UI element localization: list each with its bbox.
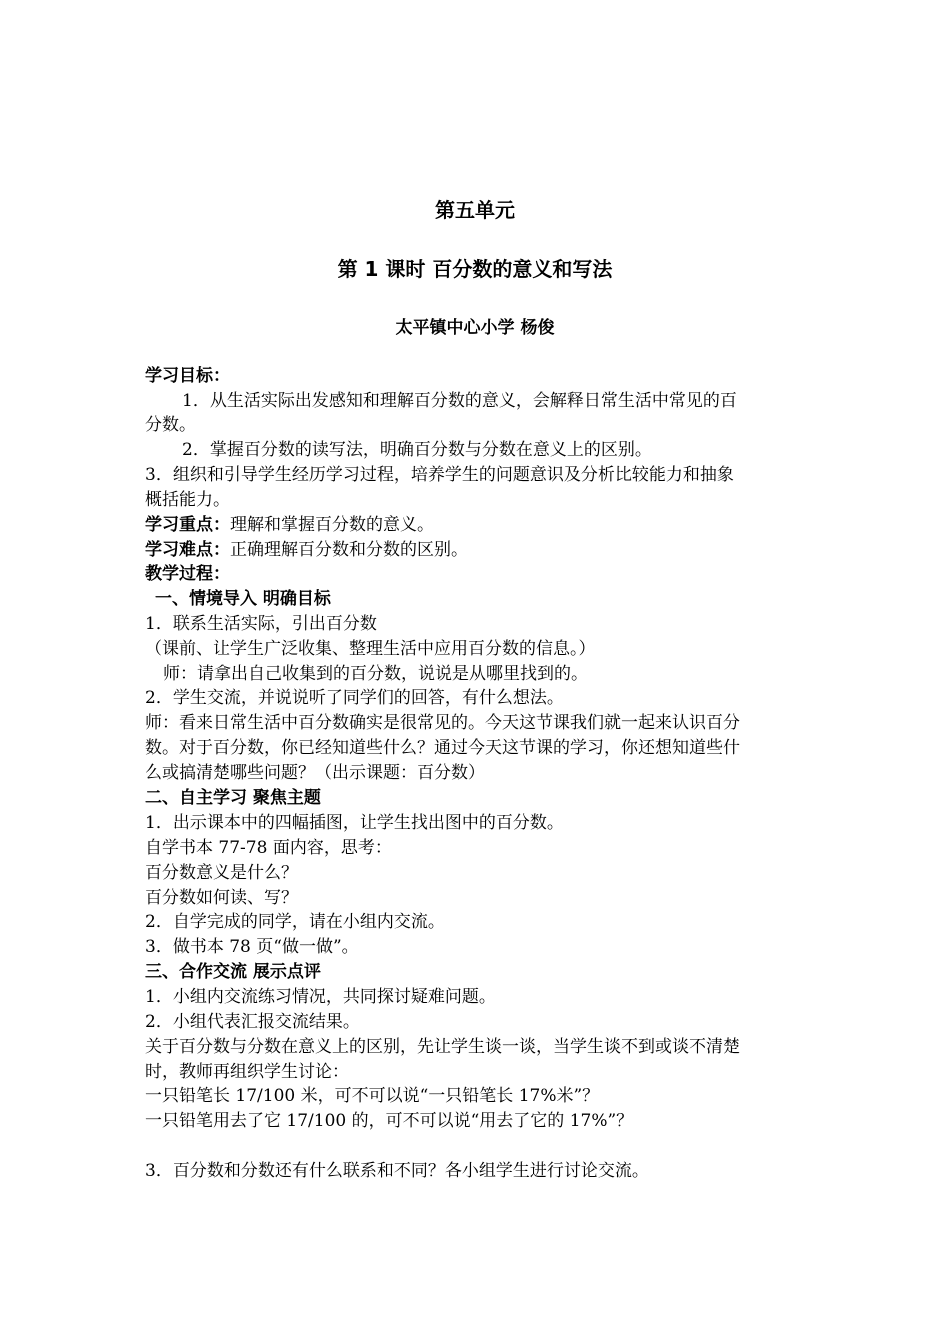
objective-item-1-line-2: 分数。: [145, 415, 196, 435]
section-3-line: 1．小组内交流练习情况，共同探讨疑难问题。: [145, 987, 496, 1007]
section-3-line: 一只铅笔用去了它 17/100 的，可不可以说“用去了它的 17%”？: [145, 1111, 634, 1131]
section-2-line: 3．做书本 78 页“做一做”。: [145, 937, 359, 957]
objective-item-2: 2．掌握百分数的读写法，明确百分数与分数在意义上的区别。: [182, 440, 652, 460]
section-3-heading: 三、合作交流 展示点评: [145, 962, 321, 982]
objective-item-3-line-1: 3．组织和引导学生经历学习过程，培养学生的问题意识及分析比较能力和抽象: [145, 465, 734, 485]
section-1-line: 数。对于百分数，你已经知道些什么？通过今天这节课的学习，你还想知道些什: [145, 738, 740, 758]
key-point-label: 学习重点：: [145, 515, 230, 535]
section-2-line: 2．自学完成的同学，请在小组内交流。: [145, 912, 445, 932]
section-1-line: 么或搞清楚哪些问题？（出示课题：百分数）: [145, 763, 485, 783]
section-1-line: 师：看来日常生活中百分数确实是很常见的。今天这节课我们就一起来认识百分: [145, 713, 740, 733]
section-3-line: 3．百分数和分数还有什么联系和不同？各小组学生进行讨论交流。: [145, 1161, 649, 1181]
section-1-line: （课前、让学生广泛收集、整理生活中应用百分数的信息。）: [145, 639, 596, 659]
section-2-heading: 二、自主学习 聚焦主题: [145, 788, 321, 808]
section-2-line: 百分数如何读、写？: [145, 888, 298, 908]
difficulty-text: 正确理解百分数和分数的区别。: [230, 540, 468, 560]
section-1-line: 2．学生交流，并说说听了同学们的回答，有什么想法。: [145, 688, 564, 708]
section-3-line: 一只铅笔长 17/100 米，可不可以说“一只铅笔长 17%米”？: [145, 1086, 600, 1106]
key-point-line: [145, 513, 434, 537]
section-1-line: 1．联系生活实际，引出百分数: [145, 614, 377, 634]
difficulty-label: 学习难点：: [145, 540, 230, 560]
objectives-heading: 学习目标：: [145, 366, 230, 386]
difficulty-line: [145, 538, 468, 562]
author-line: 太平镇中心小学 杨俊: [395, 318, 555, 338]
objective-item-1-line-1: 1．从生活实际出发感知和理解百分数的意义，会解释日常生活中常见的百: [182, 391, 737, 411]
key-point-text: 理解和掌握百分数的意义。: [230, 515, 434, 535]
process-heading: 教学过程：: [145, 564, 230, 584]
section-1-line: 师：请拿出自己收集到的百分数，说说是从哪里找到的。: [163, 664, 588, 684]
section-2-line: 百分数意义是什么？: [145, 863, 298, 883]
lesson-title: 第 1 课时 百分数的意义和写法: [337, 257, 613, 281]
section-1-heading: 一、情境导入 明确目标: [155, 589, 331, 609]
section-3-line: 2．小组代表汇报交流结果。: [145, 1012, 360, 1032]
section-3-line: 关于百分数与分数在意义上的区别，先让学生谈一谈，当学生谈不到或谈不清楚: [145, 1037, 740, 1057]
section-2-line: 1．出示课本中的四幅插图，让学生找出图中的百分数。: [145, 813, 564, 833]
section-2-line: 自学书本 77-78 面内容，思考：: [145, 838, 392, 858]
unit-title: 第五单元: [435, 198, 515, 222]
objective-item-3-line-2: 概括能力。: [145, 490, 230, 510]
section-3-line: 时，教师再组织学生讨论：: [145, 1062, 349, 1082]
